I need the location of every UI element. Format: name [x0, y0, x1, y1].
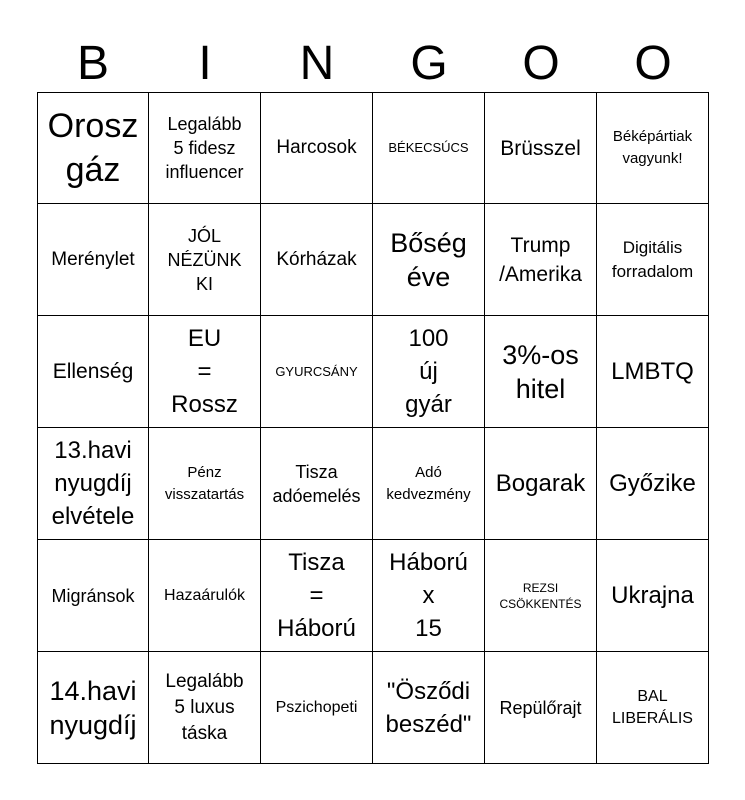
header-letter-n: N — [299, 37, 335, 90]
bingo-cell[interactable]: Béképártiak vagyunk! — [597, 92, 709, 204]
bingo-cell[interactable]: 14.havi nyugdíj — [37, 652, 149, 764]
header-letter-o: O — [522, 37, 560, 90]
bingo-cell[interactable]: Harcosok — [261, 92, 373, 204]
bingo-cell[interactable]: Pszichopeti — [261, 652, 373, 764]
bingo-board — [37, 92, 709, 764]
bingo-cell[interactable]: Tisza adóemelés — [261, 428, 373, 540]
bingo-cell[interactable]: "Ösződi beszéd" — [373, 652, 485, 764]
bingo-cell[interactable]: BÉKECSÚCS — [373, 92, 485, 204]
bingo-cell[interactable]: EU = Rossz — [149, 316, 261, 428]
bingo-cell[interactable]: Orosz gáz — [37, 92, 149, 204]
bingo-cell[interactable]: REZSI CSÖKKENTÉS — [485, 540, 597, 652]
bingo-cell[interactable]: Pénz visszatartás — [149, 428, 261, 540]
bingo-cell[interactable]: Digitális forradalom — [597, 204, 709, 316]
bingo-cell[interactable]: Adó kedvezmény — [373, 428, 485, 540]
bingo-header — [37, 36, 709, 92]
bingo-cell[interactable]: Ukrajna — [597, 540, 709, 652]
bingo-cell[interactable]: Háború x 15 — [373, 540, 485, 652]
bingo-cell[interactable]: Migránsok — [37, 540, 149, 652]
bingo-cell[interactable]: 13.havi nyugdíj elvétele — [37, 428, 149, 540]
bingo-cell[interactable]: Repülőrajt — [485, 652, 597, 764]
bingo-cell[interactable]: Tisza = Háború — [261, 540, 373, 652]
bingo-cell[interactable]: Trump /Amerika — [485, 204, 597, 316]
header-letter-b: B — [76, 37, 109, 90]
bingo-cell[interactable]: Bőség éve — [373, 204, 485, 316]
bingo-cell[interactable]: 100 új gyár — [373, 316, 485, 428]
header-letter-g: G — [410, 37, 448, 90]
header-letter-o-2: O — [634, 37, 672, 90]
bingo-cell[interactable]: 3%-os hitel — [485, 316, 597, 428]
bingo-cell[interactable]: Győzike — [597, 428, 709, 540]
bingo-cell[interactable]: Merénylet — [37, 204, 149, 316]
bingo-cell[interactable]: BAL LIBERÁLIS — [597, 652, 709, 764]
bingo-cell[interactable]: Legalább 5 fidesz influencer — [149, 92, 261, 204]
bingo-cell[interactable]: Brüsszel — [485, 92, 597, 204]
bingo-cell[interactable]: Hazaárulók — [149, 540, 261, 652]
bingo-cell[interactable]: Legalább 5 luxus táska — [149, 652, 261, 764]
header-letter-i: I — [198, 37, 212, 90]
bingo-cell[interactable]: Bogarak — [485, 428, 597, 540]
bingo-cell[interactable]: LMBTQ — [597, 316, 709, 428]
bingo-cell[interactable]: GYURCSÁNY — [261, 316, 373, 428]
bingo-cell[interactable]: Kórházak — [261, 204, 373, 316]
bingo-cell[interactable]: Ellenség — [37, 316, 149, 428]
bingo-cell[interactable]: JÓL NÉZÜNK KI — [149, 204, 261, 316]
